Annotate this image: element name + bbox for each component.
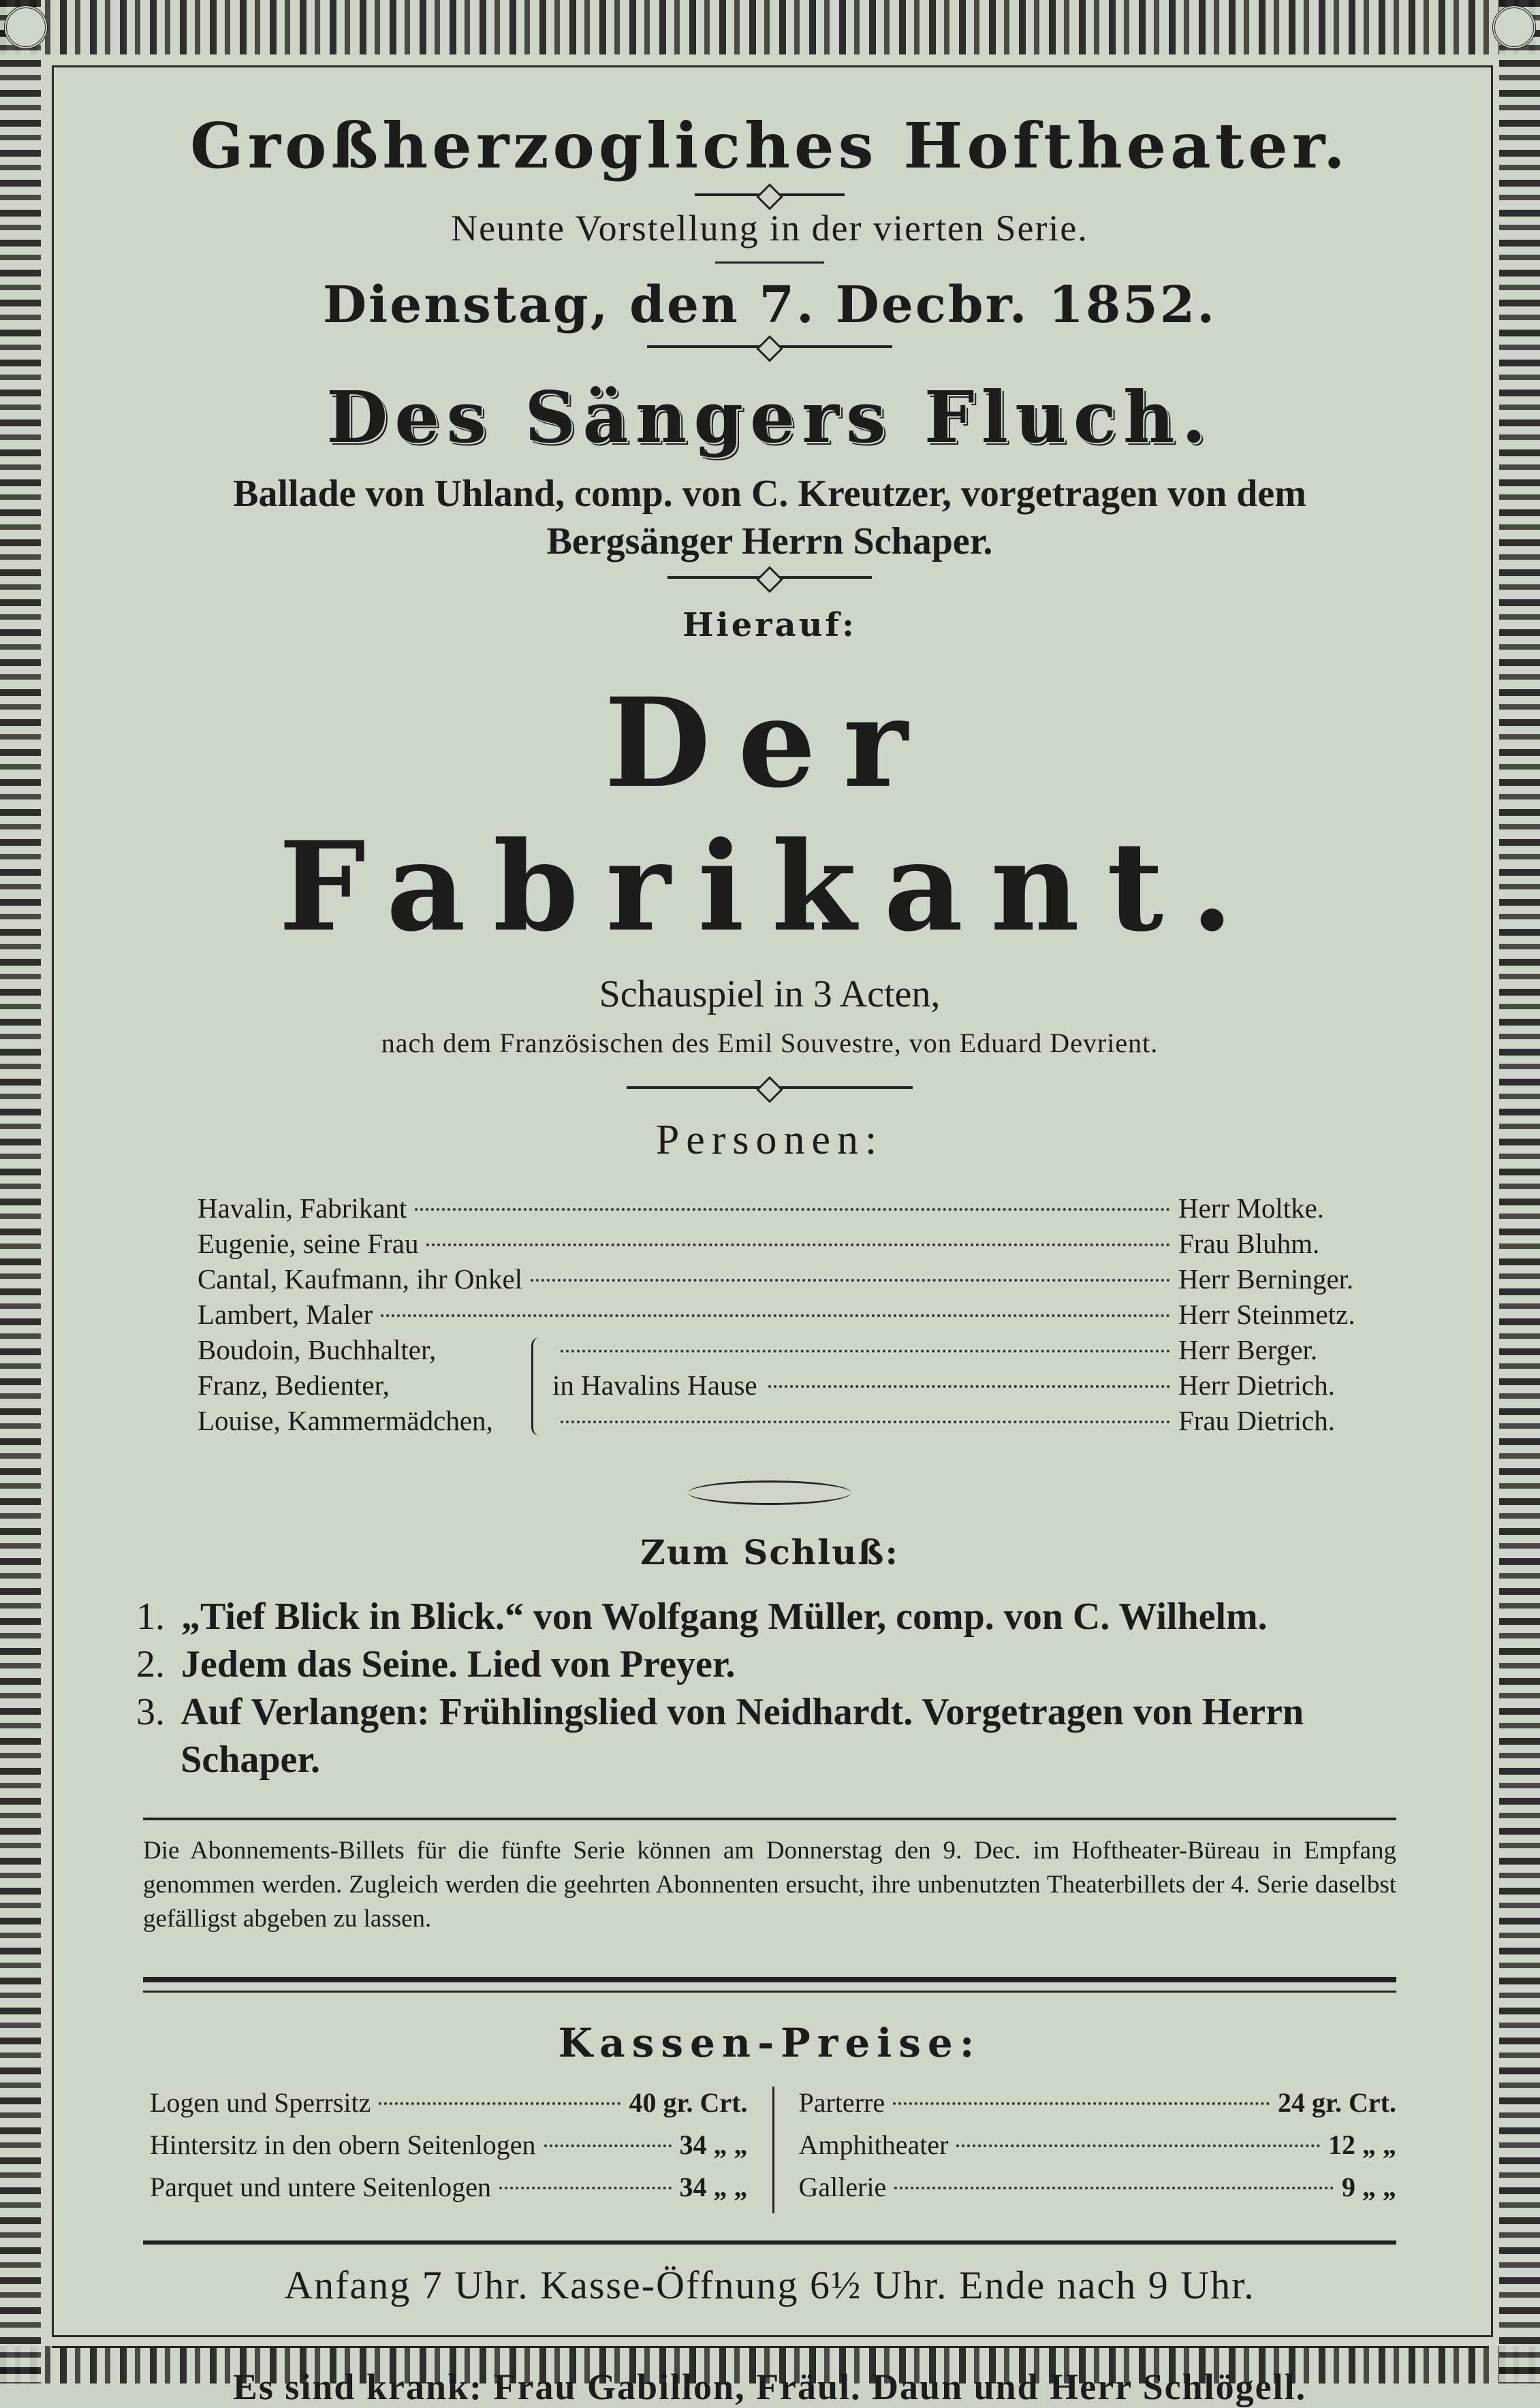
theater-title: Großherzogliches Hoftheater.	[190, 109, 1349, 183]
price-label: Parterre	[798, 2087, 885, 2118]
cast-actor: Herr Dietrich.	[1178, 1369, 1335, 1401]
price-row	[799, 2087, 1397, 2129]
playbill-content	[102, 89, 1437, 2408]
dot-leader	[379, 2102, 620, 2105]
cast-role: Franz, Bedienter,	[198, 1369, 390, 1401]
ornamental-border-left	[0, 0, 41, 2383]
personen-heading: Personen:	[655, 1117, 884, 1163]
finale-item	[136, 1593, 1437, 1641]
price-value: 9 „ „	[1342, 2172, 1396, 2202]
cast-role: Cantal, Kaufmann, ihr Onkel	[198, 1263, 523, 1295]
dot-leader	[561, 1421, 1170, 1423]
price-row	[799, 2129, 1397, 2171]
piece1-desc-line2: Bergsänger Herrn Schaper.	[546, 520, 993, 563]
ornament-divider	[667, 576, 872, 579]
corner-ornament-icon	[1492, 5, 1536, 49]
cast-location: in Havalins Hause	[552, 1369, 757, 1401]
cast-actor: Frau Dietrich.	[1178, 1405, 1335, 1436]
heavy-divider	[143, 1977, 1396, 1993]
finale-list	[136, 1593, 1437, 1784]
dot-leader	[894, 2187, 1334, 2189]
cast-group-actors	[552, 1333, 1355, 1440]
performance-line: Neunte Vorstellung in der vierten Serie.	[451, 208, 1088, 249]
cast-row	[552, 1404, 1355, 1440]
cast-row	[198, 1298, 1355, 1333]
finale-number: 3.	[136, 1691, 165, 1733]
subscription-notice: Die Abonnements-Billets für die fünfte Serie können am Donnerstag den 9. Dec. im Hoftheater-Büreau in Empfang genommen werden. Zugleich werden die geehrten Abonnenten ersucht, ihre unbenutzten Theaterbillets der 4. Serie daselbst gefälligst abgeben zu lassen.	[143, 1818, 1396, 1936]
cast-row	[198, 1192, 1355, 1227]
dot-leader	[768, 1385, 1170, 1388]
dot-leader	[499, 2187, 672, 2189]
price-row	[150, 2171, 748, 2213]
piece2-title: Der Fabrikant.	[279, 671, 1261, 959]
ornament-divider	[627, 1086, 913, 1089]
finale-item	[136, 1688, 1437, 1784]
price-value: 12 „ „	[1328, 2129, 1396, 2160]
sick-notice: Es sind krank: Frau Gabillon, Fräul. Daun und Herr Schlögell.	[232, 2366, 1307, 2407]
piece2-source: nach dem Französischen des Emil Souvestre, von Eduard Devrient.	[381, 1028, 1159, 1058]
cast-role: Havalin, Fabrikant	[198, 1192, 407, 1224]
piece1-desc-line1: Ballade von Uhland, comp. von C. Kreutzer, vorgetragen von dem	[233, 473, 1306, 515]
price-row	[799, 2171, 1397, 2213]
price-label: Logen und Sperrsitz	[150, 2087, 371, 2118]
hierauf-label: Hierauf:	[682, 606, 857, 644]
ornamental-border-right	[1499, 0, 1540, 2383]
dot-leader	[956, 2144, 1320, 2147]
dot-leader	[893, 2102, 1270, 2105]
prices-heading: Kassen-Preise:	[558, 2020, 981, 2066]
cast-role: Boudoin, Buchhalter,	[198, 1334, 437, 1365]
price-column-divider	[772, 2087, 774, 2213]
price-column-right	[799, 2087, 1397, 2213]
price-value: 34 „ „	[679, 2129, 748, 2160]
piece1-title: Des Sängers Fluch.	[326, 375, 1213, 459]
performance-times: Anfang 7 Uhr. Kasse-Öffnung 6½ Uhr. Ende nach 9 Uhr.	[284, 2263, 1255, 2307]
price-row	[150, 2129, 748, 2171]
cast-row	[198, 1263, 1355, 1298]
price-value: 34 „ „	[679, 2172, 748, 2202]
dot-leader	[561, 1350, 1170, 1352]
finale-text: Auf Verlangen: Frühlingslied von Neidhardt. Vorgetragen von Herrn Schaper.	[180, 1691, 1304, 1781]
divider	[143, 2240, 1396, 2245]
price-label: Amphitheater	[798, 2129, 949, 2160]
cast-role: Eugenie, seine Frau	[198, 1228, 419, 1259]
cast-role: Lambert, Maler	[198, 1299, 373, 1330]
cast-actor: Herr Berninger.	[1178, 1263, 1354, 1295]
price-label: Gallerie	[798, 2172, 887, 2202]
cast-actor: Herr Steinmetz.	[1178, 1299, 1355, 1330]
finale-number: 2.	[136, 1643, 165, 1685]
finale-number: 1.	[136, 1596, 165, 1638]
dot-leader	[544, 2144, 672, 2147]
price-label: Parquet und untere Seitenlogen	[150, 2172, 491, 2202]
finale-text: „Tief Blick in Blick.“ von Wolfgang Müller, comp. von C. Wilhelm.	[181, 1596, 1268, 1638]
cast-row	[552, 1369, 1355, 1404]
cast-role: Louise, Kammermädchen,	[198, 1405, 493, 1436]
cast-list	[198, 1192, 1355, 1440]
dot-leader	[381, 1314, 1170, 1317]
performance-date: Dienstag, den 7. Decbr. 1852.	[322, 276, 1217, 334]
dot-leader	[426, 1243, 1170, 1246]
price-column-left	[150, 2087, 748, 2213]
finale-item	[136, 1641, 1437, 1688]
cast-group	[198, 1333, 1355, 1440]
cast-actor: Herr Berger.	[1178, 1334, 1318, 1365]
ornament-divider	[695, 193, 845, 196]
price-label: Hintersitz in den obern Seitenlogen	[150, 2129, 536, 2160]
divider	[715, 262, 824, 264]
ornamental-border-top	[0, 0, 1540, 54]
brace-icon	[531, 1337, 547, 1436]
cast-actor: Herr Moltke.	[1178, 1192, 1325, 1224]
corner-ornament-icon	[4, 5, 48, 49]
dot-leader	[415, 1208, 1170, 1211]
ornament-flourish-icon	[688, 1480, 851, 1505]
price-row	[150, 2087, 748, 2129]
dot-leader	[531, 1279, 1170, 1282]
finale-text: Jedem das Seine. Lied von Preyer.	[181, 1643, 736, 1685]
price-value: 24 gr. Crt.	[1277, 2087, 1396, 2118]
cast-row	[198, 1227, 1355, 1263]
cast-row	[552, 1333, 1355, 1369]
piece2-genre: Schauspiel in 3 Acten,	[599, 973, 941, 1015]
cast-actor: Frau Bluhm.	[1178, 1228, 1320, 1259]
price-value: 40 gr. Crt.	[629, 2087, 748, 2118]
divider	[52, 2346, 1489, 2348]
piece1-description	[102, 470, 1437, 565]
cast-group-roles	[198, 1333, 531, 1440]
ornament-divider	[647, 345, 892, 348]
price-table	[150, 2087, 1396, 2213]
schluss-heading: Zum Schluß:	[640, 1532, 899, 1572]
